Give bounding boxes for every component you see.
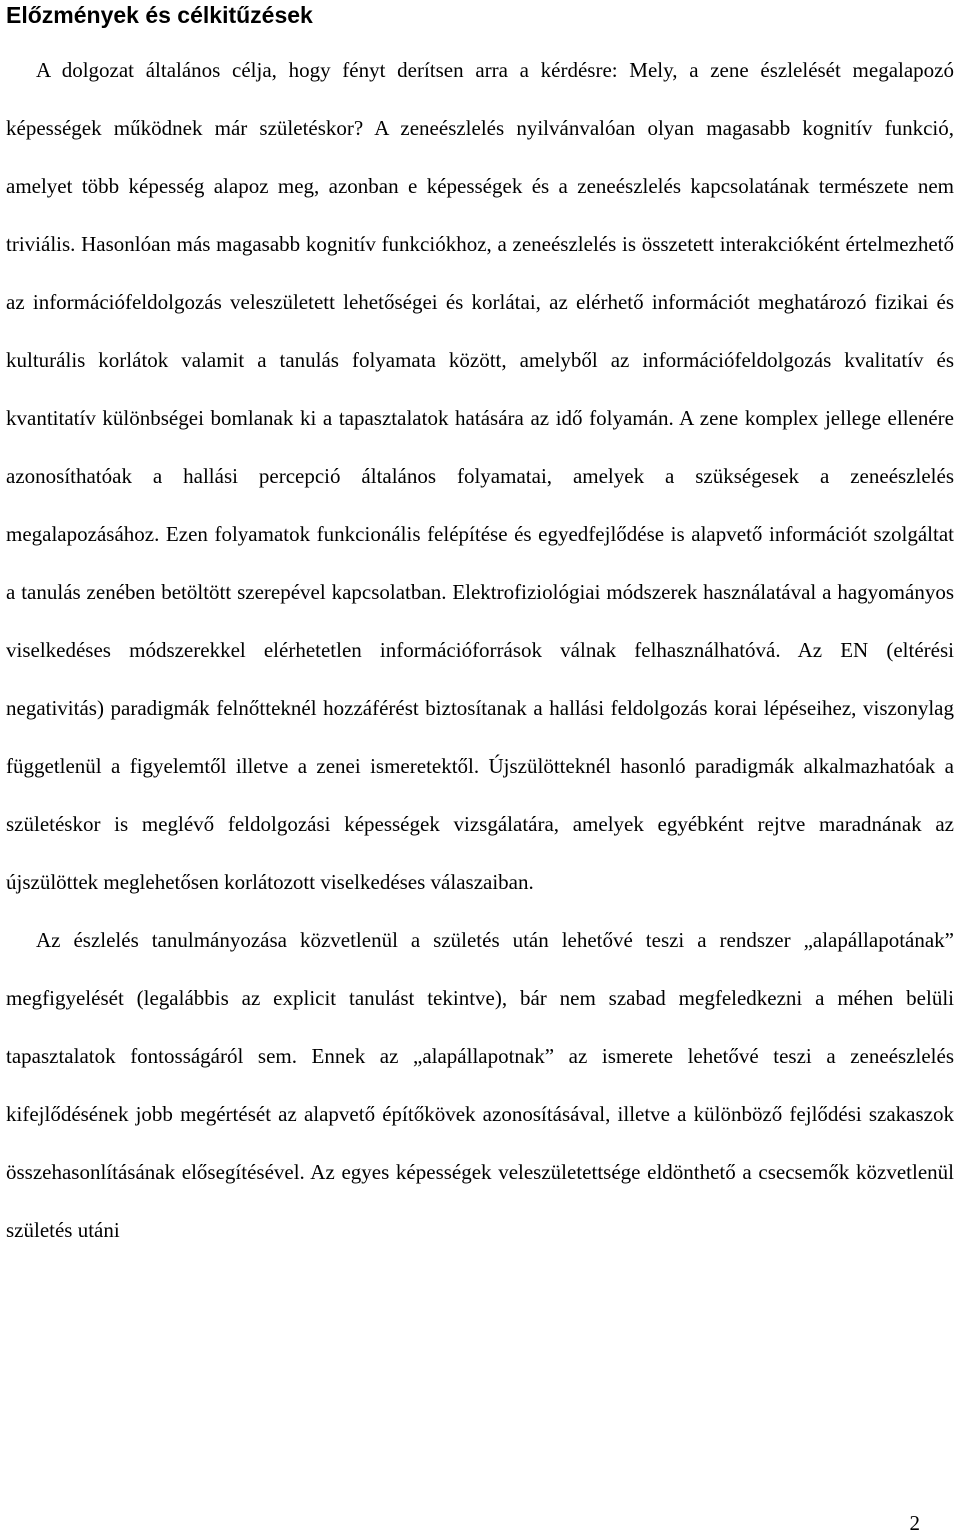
paragraph-1: A dolgozat általános célja, hogy fényt derítsen arra a kérdésre: Mely, a zene észlelését megalapozó képességek működnek már születéskor? A zeneészlelés nyilvánvalóan olyan magasabb kognitív funkció, amelyet több képesség alapoz meg, azonban e képességek és a zeneészlelés kapcsolatának természete nem triviális. Hasonlóan más magasabb kognitív funkciókhoz, a zeneészlelés is összetett interakcióként értelmezhető az információfeldolgozás veleszületett lehetőségei és korlátai, az elérhető információt meghatározó fizikai és kulturális korlátok valamit a tanulás folyamata között, amelyből az információfeldolgozás kvalitatív és kvantitatív különbségei bomlanak ki a tapasztalatok hatására az idő folyamán. A zene komplex jellege ellenére azonosíthatóak a hallási percepció általános folyamatai, amelyek a szükségesek a zeneészlelés megalapozásához. Ezen folyamatok funkcionális felépítése és egyedfejlődése is alapvető információt szolgáltat a tanulás zenében betöltött szerepével kapcsolatban. Elektrofiziológiai módszerek használatával a hagyományos viselkedéses módszerekkel elérhetetlen információforrások válnak felhasználhatóvá. Az EN (eltérési negativitás) paradigmák felnőtteknél hozzáférést biztosítanak a hallási feldolgozás korai lépéseihez, viszonylag függetlenül a figyelemtől illetve a zenei ismeretektől. Újszülötteknél hasonló paradigmák alkalmazhatóak a születéskor is meglévő feldolgozási képességek vizsgálatára, amelyek egyébként rejtve maradnának az újszülöttek meglehetősen korlátozott viselkedéses válaszaiban. [6, 58, 954, 894]
paragraph-2: Az észlelés tanulmányozása közvetlenül a születés után lehetővé teszi a rendszer „alapállapotának” megfigyelését (legalábbis az explicit tanulást tekintve), bár nem szabad megfeledkezni a méhen belüli tapasztalatok fontosságáról sem. Ennek az „alapállapotnak” az ismerete lehetővé teszi a zeneészlelés kifejlődésének jobb megértését az alapvető építőkövek azonosításával, illetve a különböző fejlődési szakaszok összehasonlításának elősegítésével. Az egyes képességek veleszületettsége eldönthető a csecsemők közvetlenül születés utáni [6, 928, 954, 1242]
page-number: 2 [909, 1511, 920, 1535]
document-page [6, 0, 954, 1259]
section-heading: Előzmények és célkitűzések [6, 2, 313, 28]
